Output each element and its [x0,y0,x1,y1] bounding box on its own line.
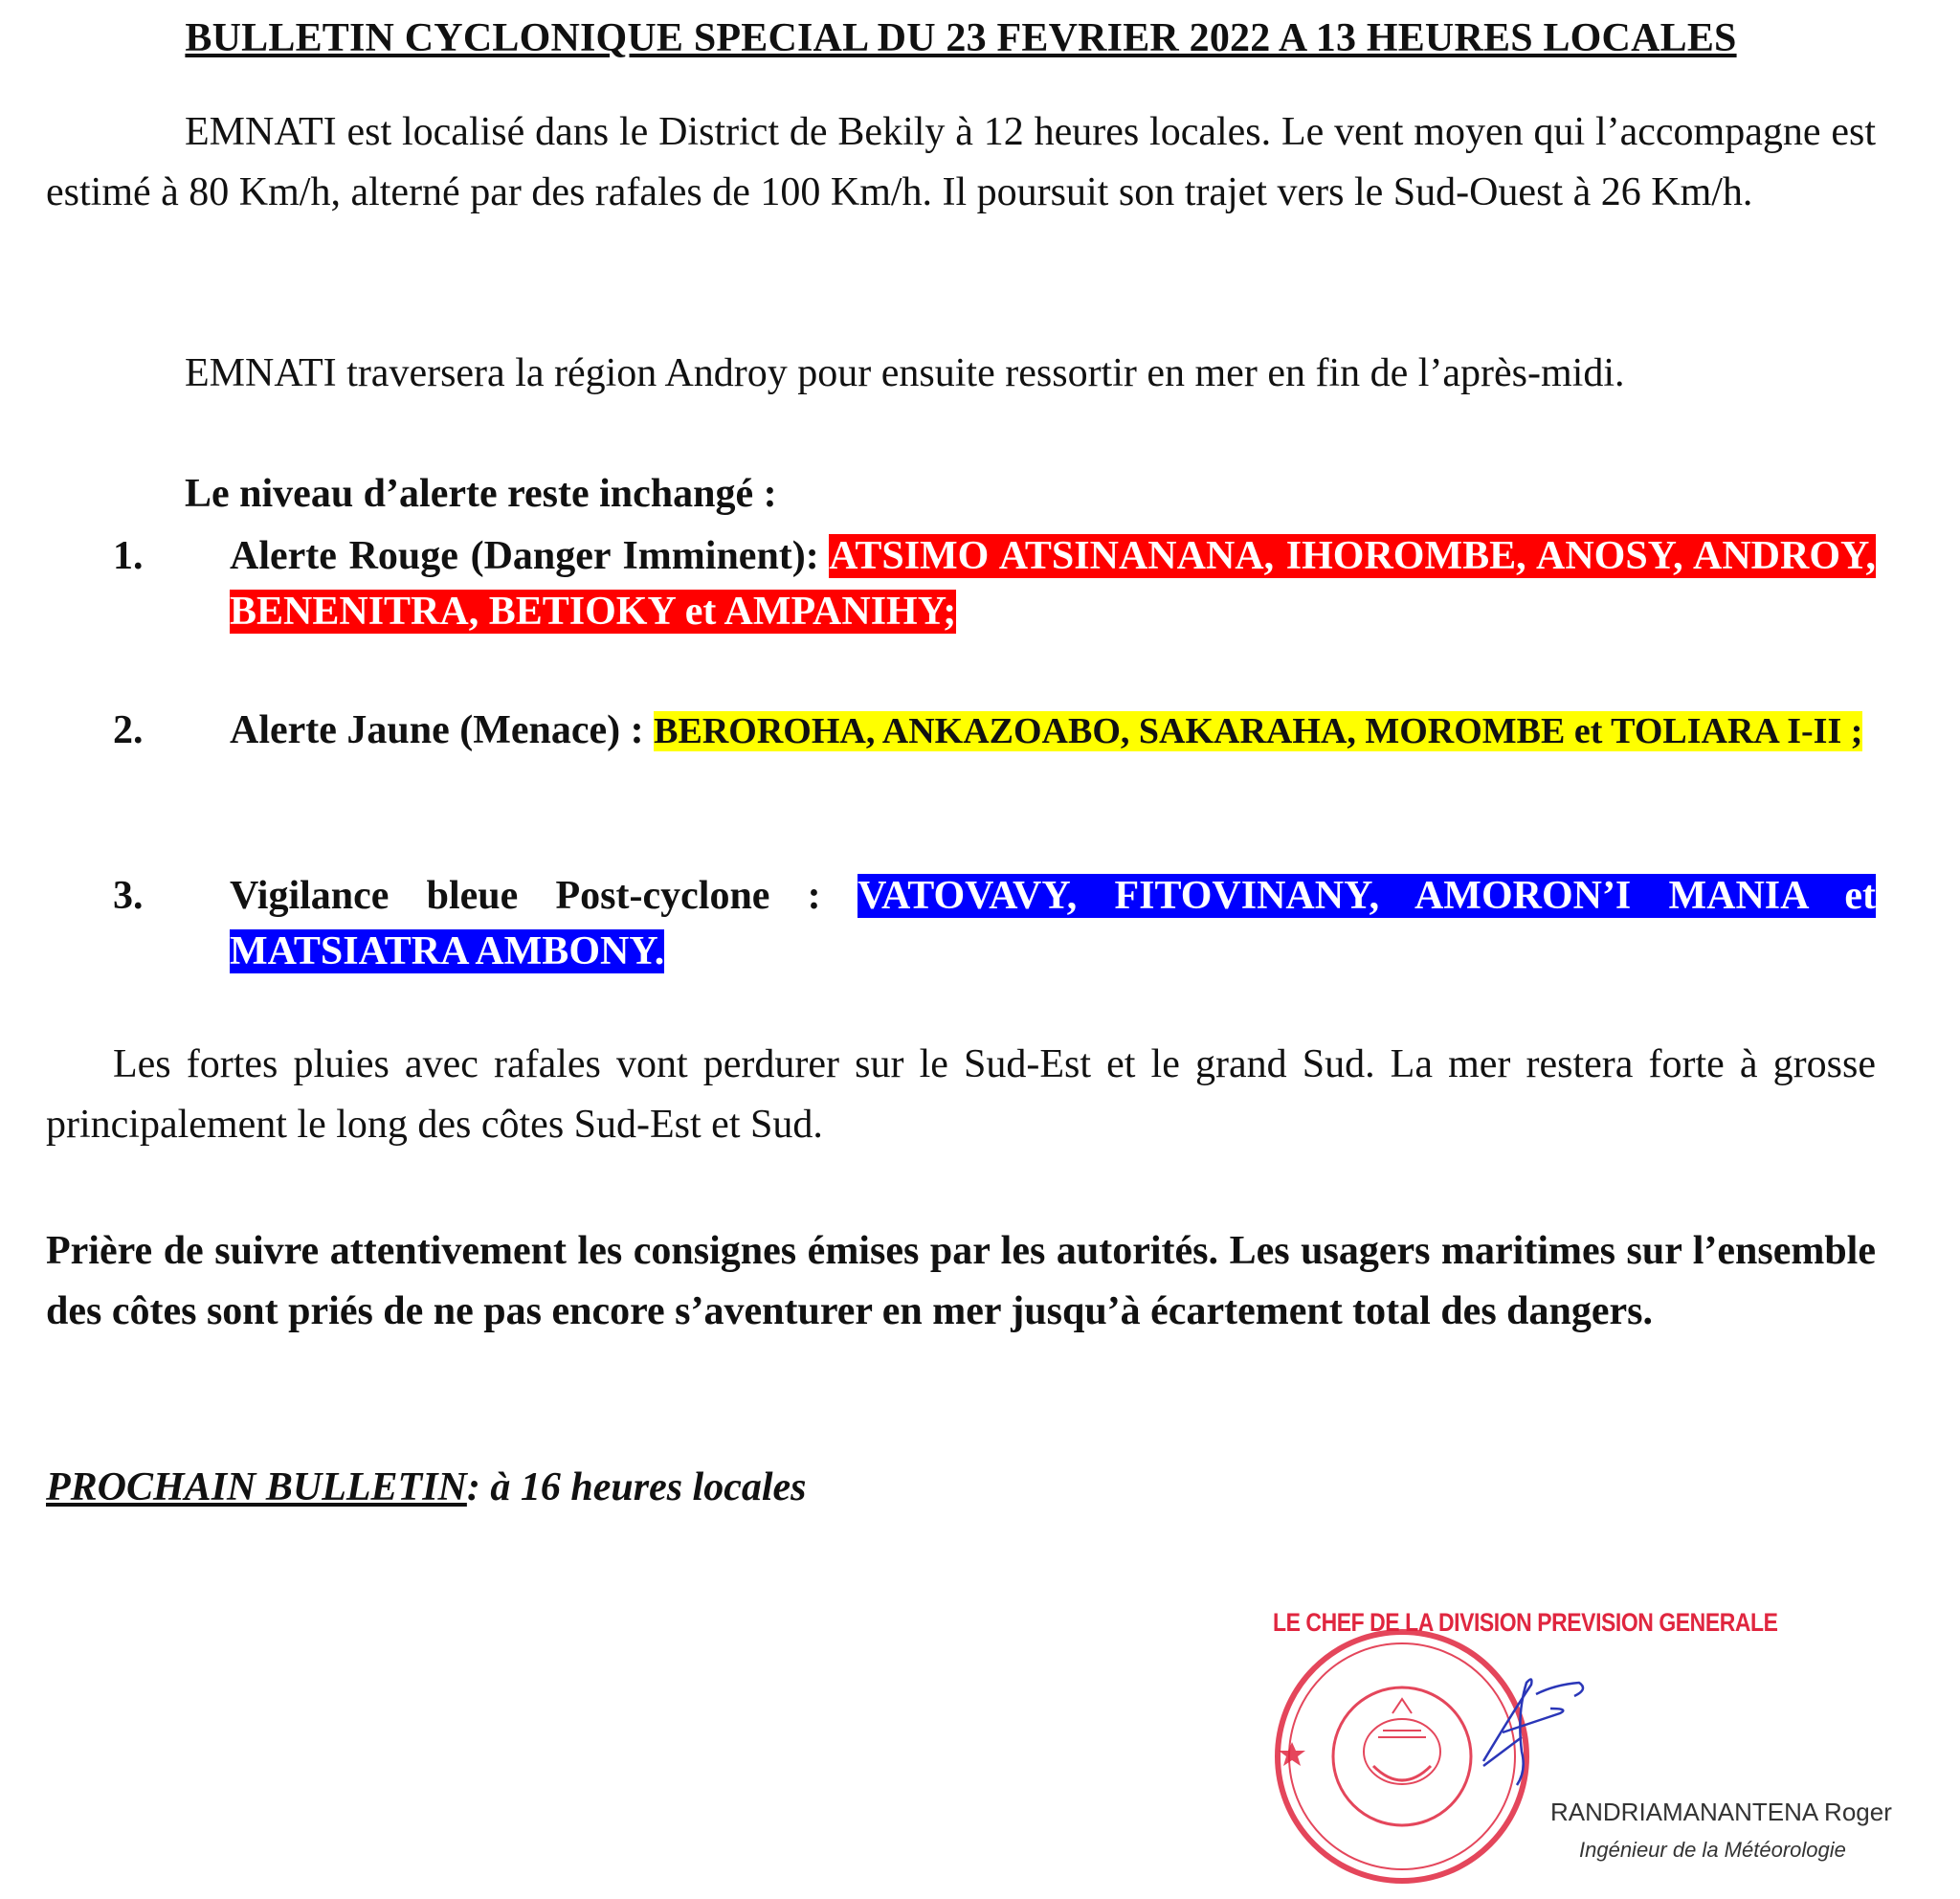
alert-label: Alerte Jaune (Menace) : [230,708,655,752]
alert-item-blue [113,868,1876,979]
signatory-role: Ingénieur de la Météorologie [1579,1838,1846,1862]
paragraph-instructions: Prière de suivre attentivement les consignes émises par les autorités. Les usagers maritimes sur l’ensemble des côtes sont priés de ne pas encore s’aventurer en mer jusqu’à écartement total des dangers. [46,1229,1876,1333]
alert-label: Vigilance bleue Post-cyclone : [230,874,858,918]
paragraph-trajectory: EMNATI traversera la région Androy pour ensuite ressortir en mer en fin de l’après-midi. [185,351,1625,395]
alert-number: 1. [113,534,144,578]
alert-item-yellow [113,703,1876,759]
paragraph-rain-sea: Les fortes pluies avec rafales vont perdurer sur le Sud-Est et le grand Sud. La mer restera forte à grosse principalement le long des côtes Sud-Est et Sud. [46,1042,1876,1147]
signature-block [1196,1570,1892,1895]
alert-areas-blue: VATOVAVY, FITOVINANY, AMORON’I MANIA et MATSIATRA AMBONY. [230,874,1876,973]
alert-item-red [113,528,1876,639]
next-bulletin-time: : à 16 heures locales [466,1465,807,1509]
alert-number: 3. [113,874,144,918]
alert-number: 2. [113,708,144,752]
bulletin-title: BULLETIN CYCLONIQUE SPECIAL DU 23 FEVRIER 2022 A 13 HEURES LOCALES [185,16,1737,60]
alert-areas-red: ATSIMO ATSINANANA, IHOROMBE, ANOSY, ANDROY, BENENITRA, BETIOKY et AMPANIHY; [230,534,1876,634]
alert-areas-yellow: BEROROHA, ANKAZOABO, SAKARAHA, MOROMBE et TOLIARA I-II ; [654,711,1863,751]
signatory-name: RANDRIAMANANTENA Roger [1550,1798,1892,1826]
paragraph-location: EMNATI est localisé dans le District de Bekily à 12 heures locales. Le vent moyen qui l’accompagne est estimé à 80 Km/h, alterné par des rafales de 100 Km/h. Il poursuit son trajet vers le Sud-Ouest à 26 Km/h. [46,110,1876,214]
stamp-header-text: LE CHEF DE LA DIVISION PREVISION GENERALE [1273,1608,1778,1637]
alert-label: Alerte Rouge (Danger Imminent): [230,534,830,578]
next-bulletin [46,1464,807,1510]
alert-heading: Le niveau d’alerte reste inchangé : [185,472,777,516]
next-bulletin-label: PROCHAIN BULLETIN [46,1465,467,1509]
